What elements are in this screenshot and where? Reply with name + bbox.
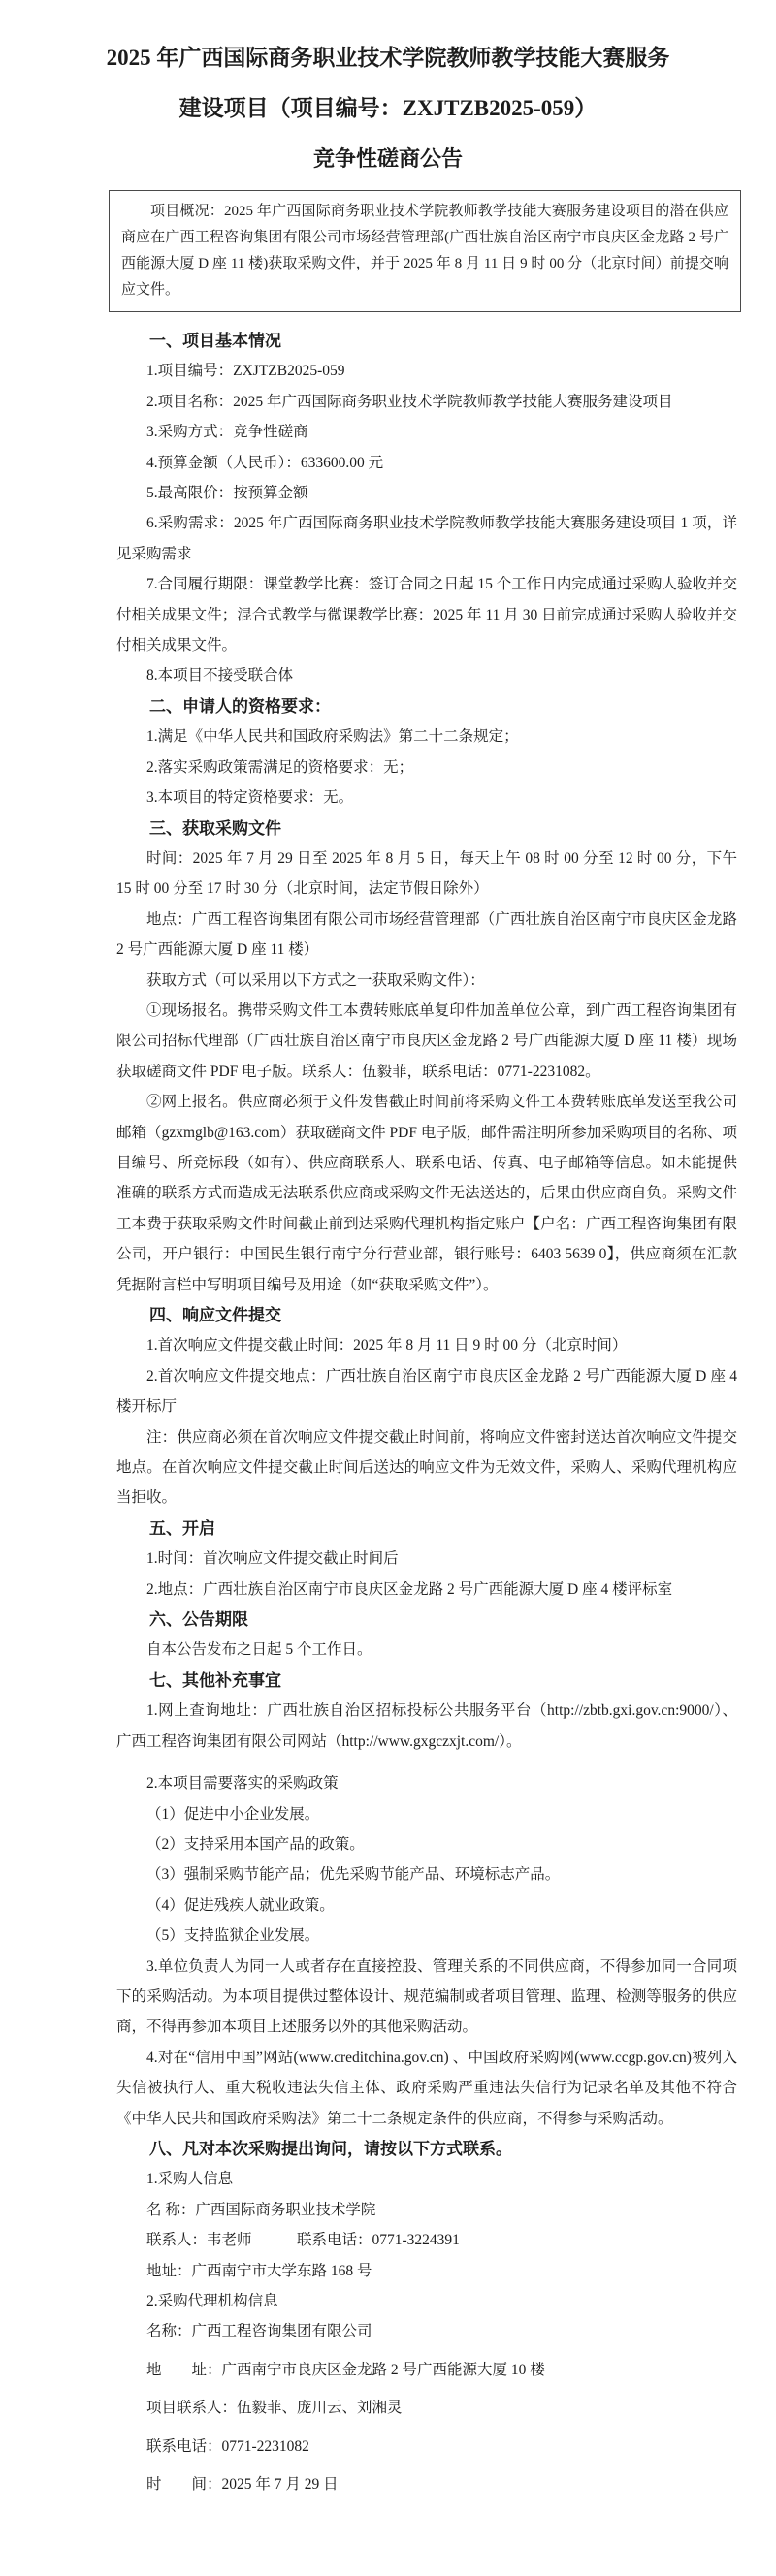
paragraph: 1.时间：首次响应文件提交截止时间后 [146,1550,399,1568]
project-overview-text: 项目概况：2025 年广西国际商务职业技术学院教师教学技能大赛服务建设项目的潜在供应商应在广西工程咨询集团有限公司市场经营管理部(广西壮族自治区南宁市良庆区金龙路 2 号广西能源大厦 D 座 11 楼)获取采购文件，并于 2025 年 8 月 11 日 9 时 00 分（北京时间）前提交响应文件。 [121,204,728,298]
paragraph: 名称：广西工程咨询集团有限公司 [146,2323,372,2340]
paragraph: 时 间：2025 年 7 月 29 日 [146,2476,339,2494]
section-2 [116,691,737,813]
paragraph: 1.项目编号：ZXJTZB2025-059 [146,363,345,380]
paragraph: 名 称：广西国际商务职业技术学院 [146,2201,376,2218]
paragraph: 2.采购代理机构信息 [146,2293,278,2309]
paragraph: 1.网上查询地址：广西壮族自治区招标投标公共服务平台（http://zbtb.gxi.gov.cn:9000/）、广西工程咨询集团有限公司网站（http://www.gxgczxjt.com/）。 [116,1702,737,1750]
document-body [116,326,737,2499]
section-heading: 八、凡对本次采购提出询问，请按以下方式联系。 [149,2139,512,2158]
paragraph: ①现场报名。携带采购文件工本费转账底单复印件加盖单位公章，到广西工程咨询集团有限公司招标代理部（广西壮族自治区南宁市良庆区金龙路 2 号广西能源大厦 D 座 11 楼）现场获取磋商文件 PDF 电子版。联系人：伍毅菲，联系电话：0771-2231082。 [116,1002,737,1080]
paragraph: 8.本项目不接受联合体 [146,667,294,684]
document-title-line1: 2025 年广西国际商务职业技术学院教师教学技能大赛服务 [106,46,670,70]
section-heading: 四、响应文件提交 [149,1306,281,1324]
project-overview-box [109,190,741,312]
paragraph: 项目联系人：伍毅菲、庞川云、刘湘灵 [146,2400,403,2417]
paragraph: 联系电话：0771-2231082 [146,2437,309,2455]
paragraph: 地址：广西南宁市大学东路 168 号 [146,2262,372,2279]
paragraph: 联系人：韦老师 联系电话：0771-3224391 [146,2232,460,2249]
section-heading: 一、项目基本情况 [149,332,281,350]
paragraph: 注：供应商必须在首次响应文件提交截止时间前，将响应文件密封送达首次响应文件提交地点。在首次响应文件提交截止时间后送达的响应文件为无效文件，采购人、采购代理机构应当拒收。 [116,1428,737,1507]
paragraph: （2）支持采用本国产品的政策。 [146,1835,365,1853]
paragraph: 地点：广西工程咨询集团有限公司市场经营管理部（广西壮族自治区南宁市良庆区金龙路 2 号广西能源大厦 D 座 11 楼） [116,910,737,959]
section-6 [116,1605,737,1666]
paragraph: 2.本项目需要落实的采购政策 [146,1775,339,1793]
document-subtitle: 竞争性磋商公告 [312,146,463,171]
paragraph: 2.落实采购政策需满足的资格要求：无； [146,758,414,776]
section-heading: 七、其他补充事宜 [149,1670,281,1690]
paragraph: 3.本项目的特定资格要求：无。 [146,789,354,807]
section-heading: 五、开启 [149,1518,215,1538]
paragraph: 获取方式（可以采用以下方式之一获取采购文件）： [146,971,485,989]
section-8 [116,2134,737,2499]
paragraph: 4.预算金额（人民币）：633600.00 元 [146,454,384,471]
section-5 [116,1513,737,1605]
paragraph: 2.项目名称：2025 年广西国际商务职业技术学院教师教学技能大赛服务建设项目 [146,393,673,410]
paragraph: （1）促进中小企业发展。 [146,1805,320,1823]
paragraph: 2.地点：广西壮族自治区南宁市良庆区金龙路 2 号广西能源大厦 D 座 4 楼评标室 [146,1580,673,1598]
paragraph: （3）强制采购节能产品；优先采购节能产品、环境标志产品。 [146,1866,561,1884]
paragraph: （5）支持监狱企业发展。 [146,1927,320,1945]
paragraph: （4）促进残疾人就业政策。 [146,1896,335,1914]
paragraph: 2.首次响应文件提交地点：广西壮族自治区南宁市良庆区金龙路 2 号广西能源大厦 D 座 4 楼开标厅 [116,1367,737,1415]
section-heading: 六、公告期限 [149,1610,248,1630]
paragraph: 5.最高限价：按预算金额 [146,485,308,502]
paragraph: 1.满足《中华人民共和国政府采购法》第二十二条规定； [146,728,519,746]
section-heading: 三、获取采购文件 [149,818,281,838]
paragraph: 时间：2025 年 7 月 29 日至 2025 年 8 月 5 日，每天上午 08 时 00 分至 12 时 00 分，下午 15 时 00 分至 17 时 30 分（北京时间，法定节假日除外） [116,849,737,898]
document-title-line2: 建设项目（项目编号：ZXJTZB2025-059） [178,96,598,120]
paragraph: 1.采购人信息 [146,2171,234,2188]
paragraph: 4.对在“信用中国”网站(www.creditchina.gov.cn) 、中国政府采购网(www.ccgp.gov.cn)被列入失信被执行人、重大税收违法失信主体、政府采购严重违法失信行为记录名单及其他不符合《中华人民共和国政府采购法》第二十二条规定条件的供应商，不得参与采购活动。 [116,2049,737,2127]
paragraph: 自本公告发布之日起 5 个工作日。 [146,1641,372,1659]
paragraph: 3.单位负责人为同一人或者存在直接控股、管理关系的不同供应商，不得参加同一合同项下的采购活动。为本项目提供过整体设计、规范编制或者项目管理、监理、检测等服务的供应商，不得再参加本项目上述服务以外的其他采购活动。 [116,1957,737,2036]
paragraph: 1.首次响应文件提交截止时间：2025 年 8 月 11 日 9 时 00 分（北京时间） [146,1337,628,1354]
title-block [0,33,776,184]
section-4 [116,1300,737,1513]
section-3 [116,813,737,1301]
paragraph: ②网上报名。供应商必须于文件发售截止时间前将采购文件工本费转账底单发送至我公司邮箱（gzxmglb@163.com）获取磋商文件 PDF 电子版，邮件需注明所参加采购项目的名称、项目编号、所竞标段（如有）、供应商联系人、联系电话、传真、电子邮箱等信息。如未能提供准确的联系方式而造成无法联系供应商或采购文件无法送达的，后果由供应商自负。采购文件工本费于获取采购文件时间截止前到达采购代理机构指定账户【户名：广西工程咨询集团有限公司，开户银行：中国民生银行南宁分行营业部，银行账号：6403 5639 0】，供应商须在汇款凭据附言栏中写明项目编号及用途（如“获取采购文件”）。 [116,1094,737,1293]
paragraph: 地 址：广西南宁市良庆区金龙路 2 号广西能源大厦 10 楼 [146,2361,545,2378]
section-heading: 二、申请人的资格要求： [149,696,331,716]
paragraph: 6.采购需求：2025 年广西国际商务职业技术学院教师教学技能大赛服务建设项目 1 项，详见采购需求 [116,515,737,562]
paragraph: 3.采购方式：竞争性磋商 [146,424,308,441]
section-7 [116,1666,737,2134]
section-1 [116,326,737,691]
paragraph: 7.合同履行期限：课堂教学比赛：签订合同之日起 15 个工作日内完成通过采购人验收并交付相关成果文件；混合式教学与微课教学比赛：2025 年 11 月 30 日前完成通过采购人验收并交付相关成果文件。 [116,576,737,654]
